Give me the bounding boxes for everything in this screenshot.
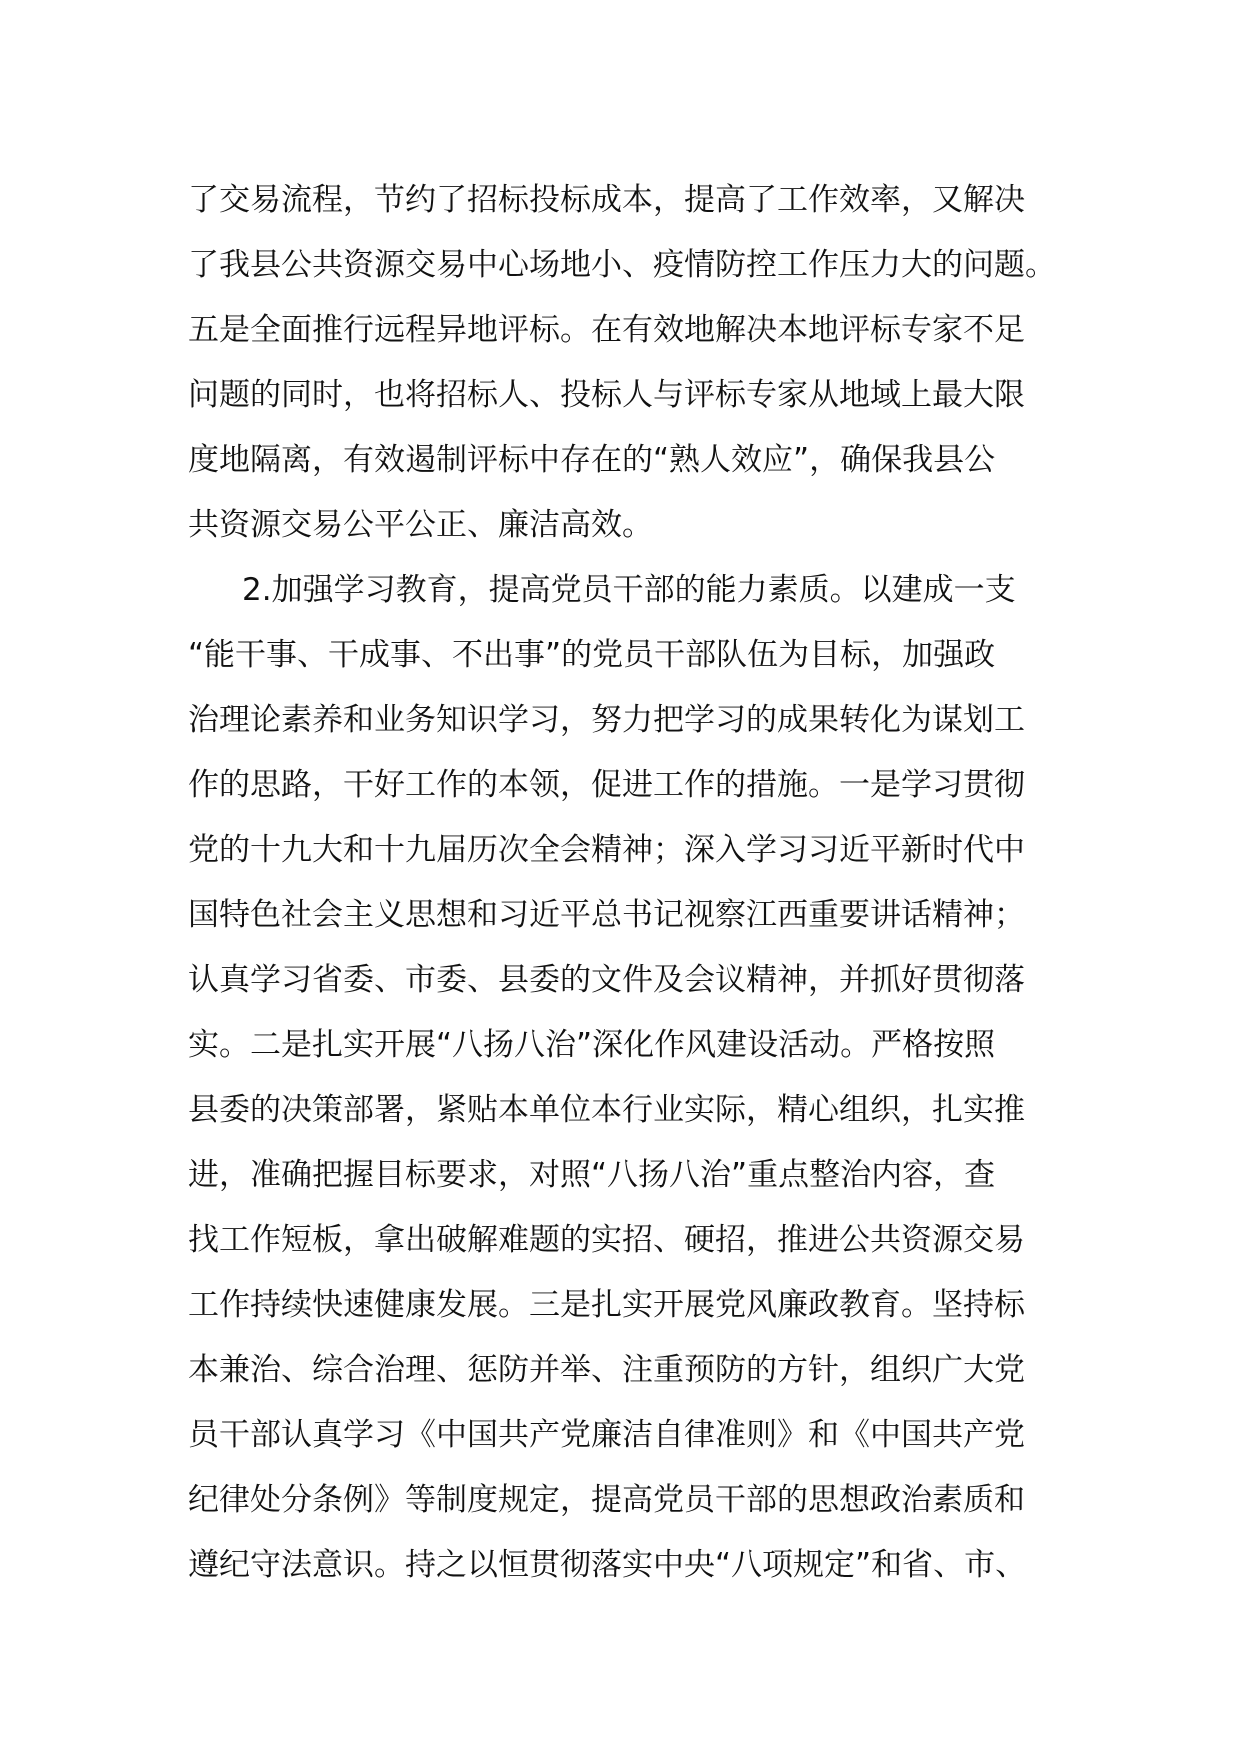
text-line: 党的十九大和十九届历次全会精神；深入学习习近平新时代中 bbox=[188, 832, 1025, 868]
text-line: “能干事、干成事、不出事”的党员干部队伍为目标，加强政 bbox=[188, 637, 996, 673]
text-line: 问题的同时，也将招标人、投标人与评标专家从地域上最大限 bbox=[188, 377, 1025, 413]
text-line: 遵纪守法意识。持之以恒贯彻落实中央“八项规定”和省、市、 bbox=[188, 1547, 1027, 1583]
text-line: 实。二是扎实开展“八扬八治”深化作风建设活动。严格按照 bbox=[188, 1027, 996, 1063]
text-line: 共资源交易公平公正、廉洁高效。 bbox=[188, 507, 653, 543]
text-line: 县委的决策部署，紧贴本单位本行业实际，精心组织，扎实推 bbox=[188, 1092, 1025, 1128]
text-line: 国特色社会主义思想和习近平总书记视察江西重要讲话精神； bbox=[188, 897, 1025, 933]
paragraph-heading-line: 2.加强学习教育，提高党员干部的能力素质。以建成一支 bbox=[242, 572, 1016, 608]
text-line: 治理论素养和业务知识学习，努力把学习的成果转化为谋划工 bbox=[188, 702, 1025, 738]
text-line: 度地隔离，有效遏制评标中存在的“熟人效应”，确保我县公 bbox=[188, 442, 996, 478]
text-line: 作的思路，干好工作的本领，促进工作的措施。一是学习贯彻 bbox=[188, 767, 1025, 803]
text-line: 认真学习省委、市委、县委的文件及会议精神，并抓好贯彻落 bbox=[188, 962, 1025, 998]
text-line: 工作持续快速健康发展。三是扎实开展党风廉政教育。坚持标 bbox=[188, 1287, 1025, 1323]
body-text bbox=[188, 168, 1088, 1598]
text-line: 找工作短板，拿出破解难题的实招、硬招，推进公共资源交易 bbox=[188, 1222, 1025, 1258]
text-line: 进，准确把握目标要求，对照“八扬八治”重点整治内容，查 bbox=[188, 1157, 996, 1193]
text-line: 员干部认真学习《中国共产党廉洁自律准则》和《中国共产党 bbox=[188, 1417, 1025, 1453]
text-line: 本兼治、综合治理、惩防并举、注重预防的方针，组织广大党 bbox=[188, 1352, 1025, 1388]
text-line: 了交易流程，节约了招标投标成本，提高了工作效率，又解决 bbox=[188, 182, 1025, 218]
text-line: 五是全面推行远程异地评标。在有效地解决本地评标专家不足 bbox=[188, 312, 1025, 348]
text-line: 了我县公共资源交易中心场地小、疫情防控工作压力大的问题。 bbox=[188, 247, 1056, 283]
text-line: 纪律处分条例》等制度规定，提高党员干部的思想政治素质和 bbox=[188, 1482, 1025, 1518]
